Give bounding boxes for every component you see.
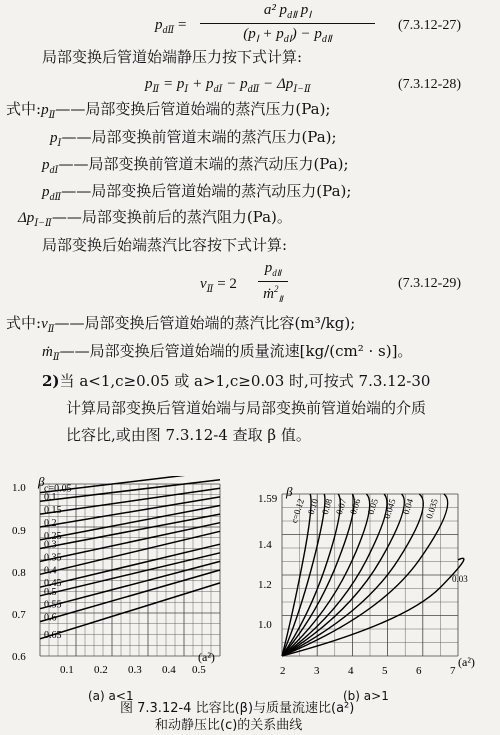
curve-label: 0.045: [381, 497, 398, 520]
chart-a-ytick: 0.9: [12, 525, 26, 537]
eq29-tag: (7.3.12-29): [398, 276, 461, 291]
paragraph-static-pressure: 局部变换后管道始端静压力按下式计算:: [42, 48, 303, 66]
chart-b-xtick: 2: [280, 665, 286, 677]
chart-a-xtick: 0.5: [192, 664, 206, 676]
def-row: 式中$:\nu_Ⅱ——$局部变换后管道始端的蒸汽比容(m³/kg);: [6, 314, 356, 335]
curve-label: 0.1: [44, 492, 57, 504]
chart-a-ytick: 1.0: [12, 482, 26, 494]
def-row: $p_{dⅡ}——$局部变换后管道始端的蒸汽动压力(Pa);: [42, 182, 352, 203]
def-row: $p_Ⅰ——$局部变换前管道末端的蒸汽压力(Pa);: [50, 128, 337, 149]
curve-label: 0.07: [333, 497, 349, 516]
curve-label: 0.05: [365, 497, 380, 516]
chart-b-ylabel: β: [286, 484, 293, 499]
chart-a-xtick: 0.4: [162, 664, 176, 676]
curve-label: 0.5: [44, 586, 57, 598]
curve-label: 0.6: [44, 612, 57, 624]
curve-label: 0.65: [44, 629, 62, 641]
curve-label: 0.45: [44, 578, 62, 590]
chart-a-ytick: 0.6: [12, 651, 26, 663]
paragraph-specific-volume: 局部变换后始端蒸汽比容按下式计算:: [42, 236, 288, 254]
chart-b-ytick: 1.2: [258, 579, 272, 591]
eq27-lhs: $p_{dⅡ}$ =: [155, 17, 187, 36]
chart-b-xtick: 3: [314, 665, 320, 677]
curve-label: 0.08: [319, 497, 335, 516]
chart-a-ytick: 0.8: [12, 567, 26, 579]
curve-label: 0.2: [44, 518, 57, 529]
chart-b-xlabel: (a²): [458, 655, 475, 669]
figure-caption-line2: 和动静压比(c)的关系曲线: [155, 718, 303, 733]
eq29-lhs: $\nu_Ⅱ = 2$: [200, 276, 237, 295]
curve-label: c=0.05: [44, 483, 72, 495]
chart-b-xtick: 4: [348, 665, 354, 677]
curve-label: 0.55: [44, 599, 62, 611]
item-2-line2: 计算局部变换后管道始端与局部变换前管道始端的介质: [66, 399, 427, 417]
chart-a-ytick: 0.7: [12, 609, 26, 621]
def-row: 式中$:p_Ⅱ——$局部变换后管道始端的蒸汽压力(Pa);: [6, 100, 331, 121]
curve-label: 0.035: [424, 497, 440, 520]
chart-b-xtick: 5: [382, 665, 388, 677]
eq27-tag: (7.3.12-27): [398, 18, 461, 33]
curve-label: 0.15: [44, 505, 62, 517]
chart-b-ytick: 1.0: [258, 619, 272, 631]
def-row: $p_{dⅠ}——$局部变换前管道末端的蒸汽动压力(Pa);: [42, 155, 349, 176]
chart-b-ytick: 1.4: [258, 539, 272, 551]
curve-label: 0.03: [452, 573, 468, 584]
chart-a-xtick: 0.1: [60, 664, 74, 676]
chart-a-caption: (a) a<1: [88, 689, 134, 703]
curve-label: 0.06: [348, 497, 363, 516]
chart-a-xlabel: (a²): [198, 650, 215, 664]
chart-a: [8, 476, 248, 688]
figure-caption-line1: 图 7.3.12-4 比容比(β)与质量流速比(a²): [120, 701, 355, 716]
chart-b-ytick: 1.59: [258, 493, 278, 505]
eq29-fraction: $p_{dⅡ}$ ṁ$^2_Ⅱ$: [258, 260, 288, 305]
eq28-tag: (7.3.12-28): [398, 77, 461, 92]
def-row: ṁ$_Ⅱ$——局部变换后管道始端的质量流速[kg/(cm² · s)]。: [42, 342, 413, 363]
chart-b-xtick: 7: [450, 665, 456, 677]
chart-b-caption: (b) a>1: [343, 689, 389, 703]
chart-a-xtick: 0.3: [128, 664, 142, 676]
curve-label: 0.35: [44, 552, 62, 564]
eq27-fraction: a² $p_{dⅡ}$ $p_Ⅰ$ $(p_Ⅰ + p_{dⅠ}) - p_{dⅡ}$: [200, 2, 375, 45]
chart-b: [258, 484, 490, 684]
chart-a-ylabel: β: [38, 476, 45, 489]
item-2-line3: 比容比,或由图 7.3.12-4 查取 β 值。: [66, 426, 311, 444]
curve-label: 0.4: [44, 565, 57, 577]
curve-label: 0.3: [44, 539, 57, 551]
chart-a-xtick: 0.2: [94, 664, 108, 676]
eq28: $p_Ⅱ = p_Ⅰ + p_{dⅠ} - p_{dⅡ} - \Delta p_{Ⅰ-Ⅱ}$: [145, 76, 311, 95]
item-2-line1: 2)当 a<1,c≥0.05 或 a>1,c≥0.03 时,可按式 7.3.12-30: [42, 372, 431, 390]
chart-b-xtick: 6: [416, 665, 422, 677]
curve-label: 0.04: [400, 497, 416, 516]
curve-label: 0.10: [305, 497, 321, 516]
curve-label: 0.25: [44, 530, 62, 542]
def-row: $\Delta p_{Ⅰ-Ⅱ}——$局部变换前后的蒸汽阻力(Pa)。: [18, 208, 292, 229]
curve-label: c=0.12: [288, 497, 307, 525]
